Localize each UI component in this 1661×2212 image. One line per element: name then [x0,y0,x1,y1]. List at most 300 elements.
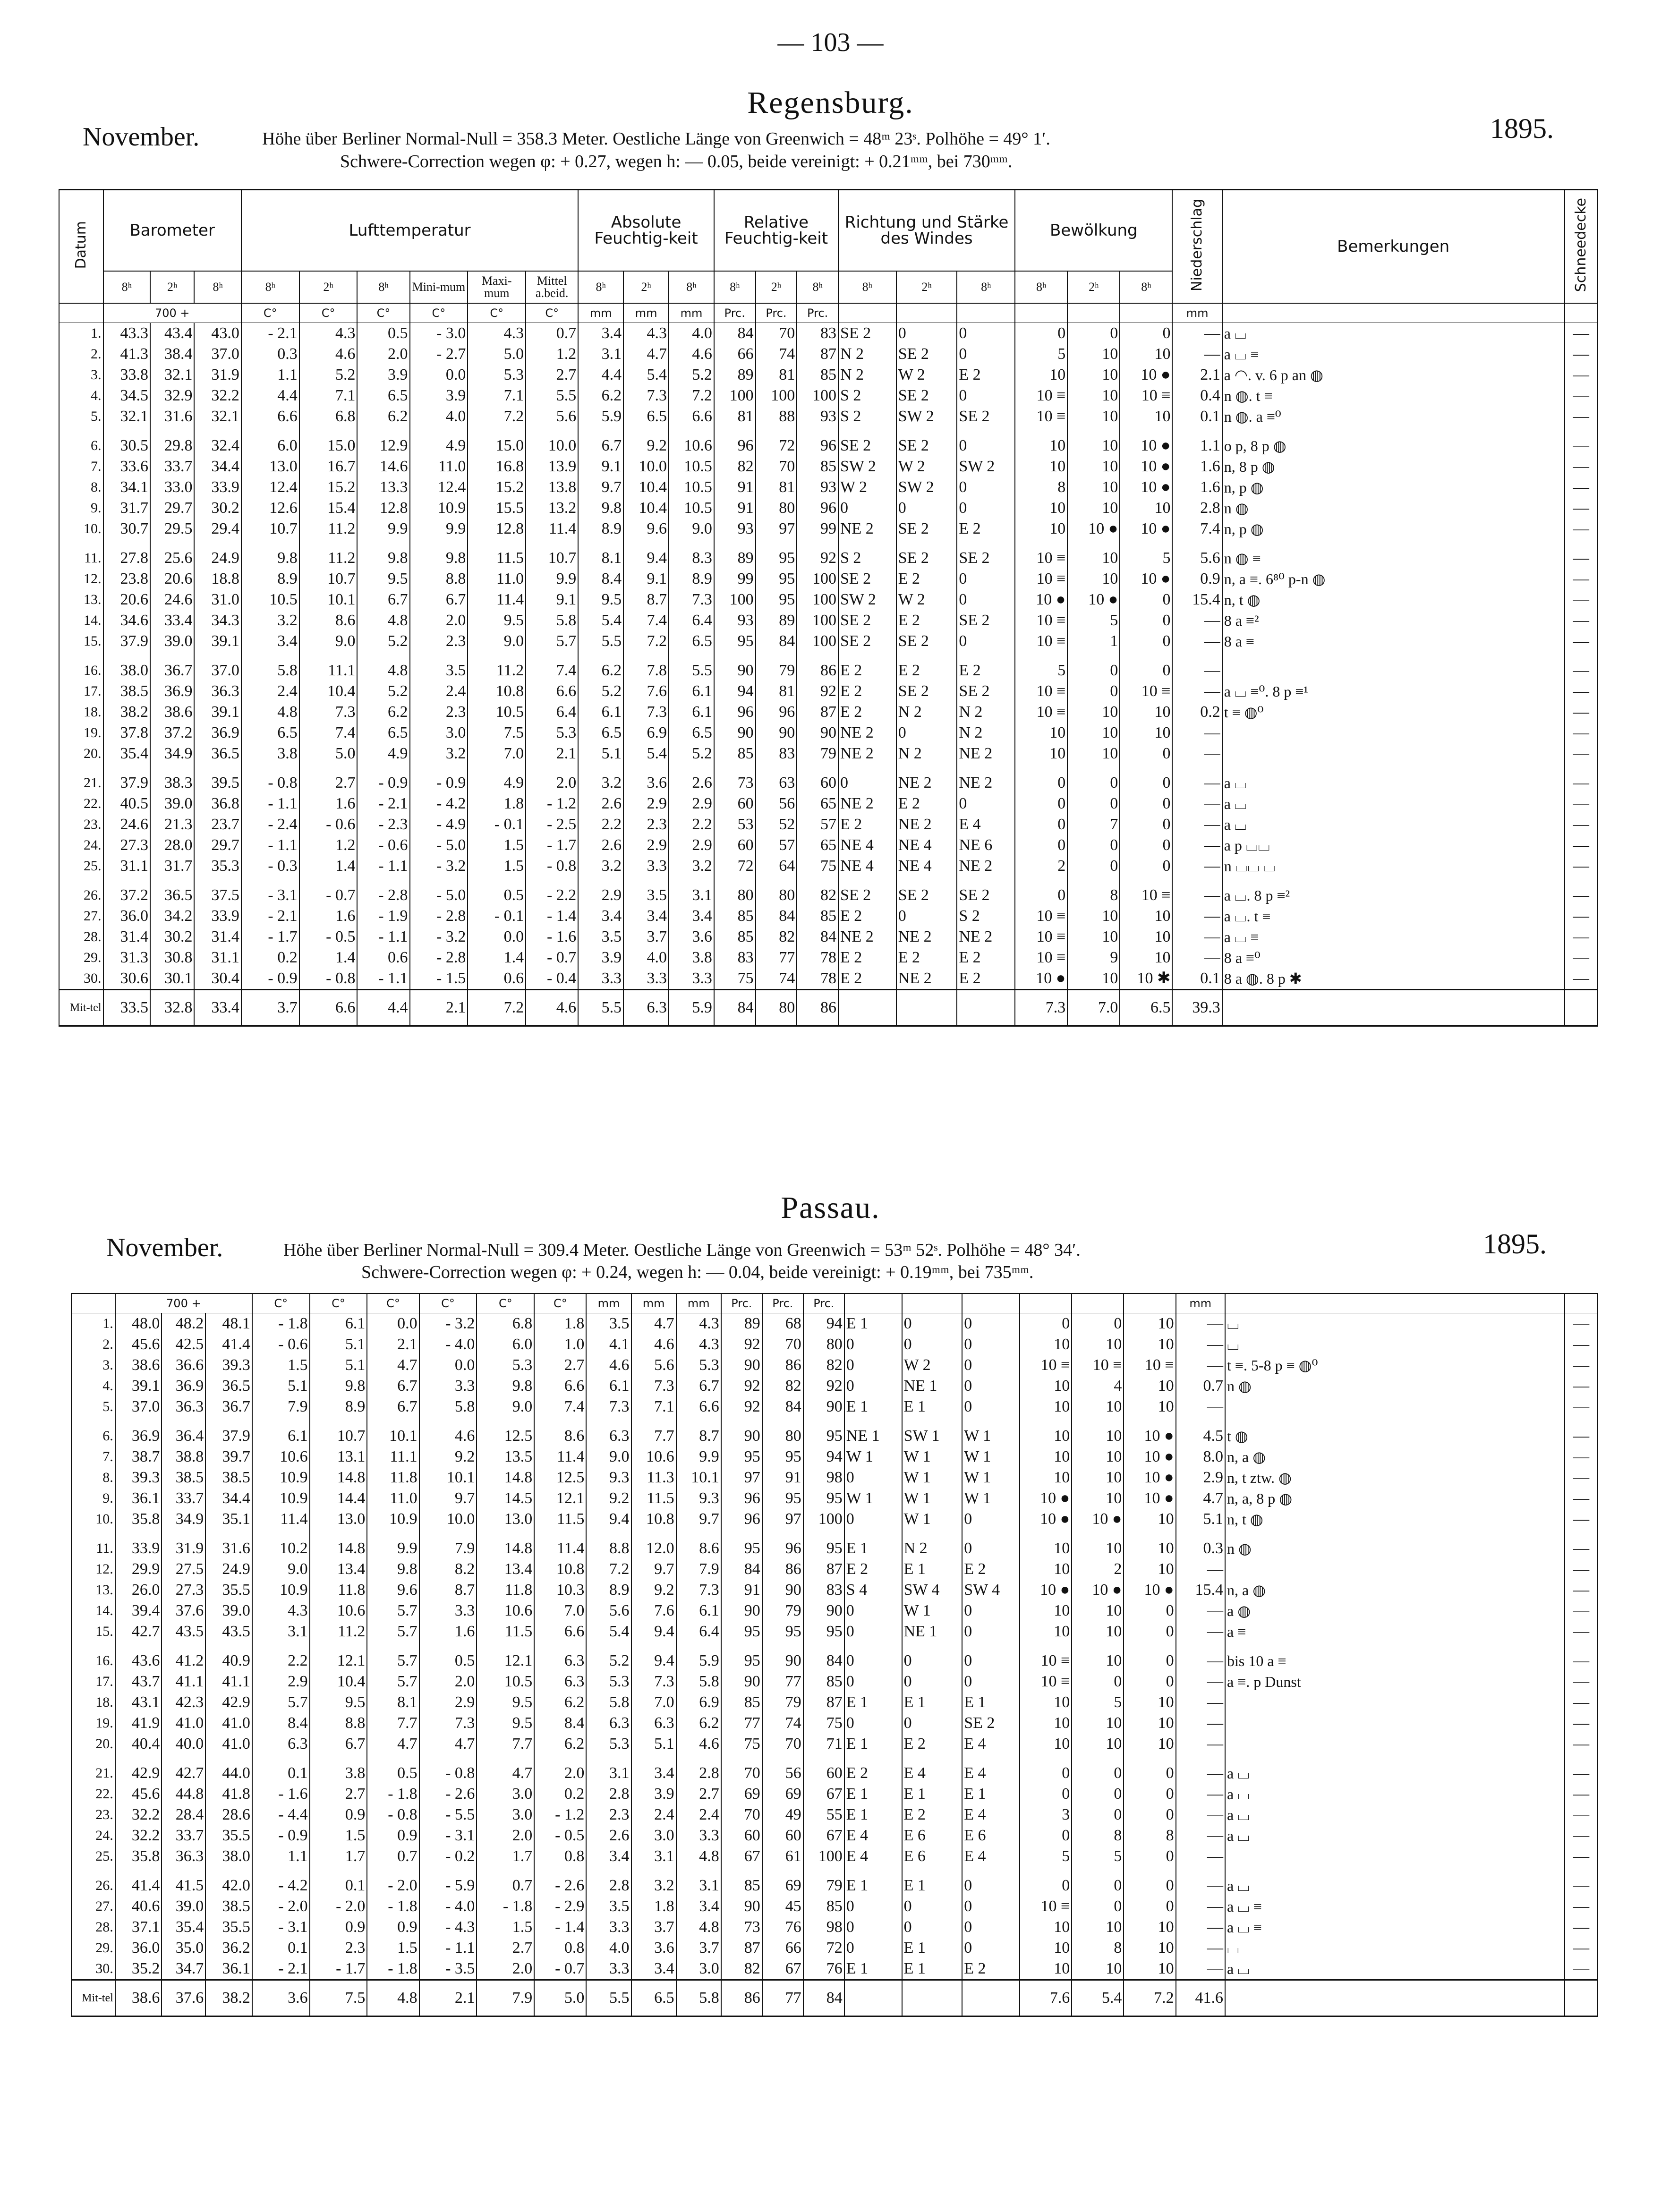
table-cell: 30.8 [150,947,195,968]
table-cell: 10 [1015,519,1067,539]
table-cell: 5.9 [676,1650,721,1671]
table-cell: - 0.9 [410,773,468,793]
table-cell: 6.6 [676,1396,721,1417]
table-cell: 6.0 [477,1334,534,1355]
table-cell: 65 [797,793,838,814]
table-cell: 36.5 [194,743,241,764]
table-cell: N 2 [896,743,957,764]
table-cell: 60 [762,1825,803,1846]
table-cell: - 0.2 [419,1846,477,1867]
table-cell: 10 [1067,365,1120,385]
table-cell: 5.3 [526,723,578,743]
table-cell: 10 [1124,1692,1175,1713]
table-cell: SW 2 [896,406,957,427]
table-cell: NE 1 [902,1621,963,1642]
table-cell: 16. [59,660,103,681]
table-cell: 3.9 [578,947,623,968]
gap-cell [468,652,526,660]
table-cell: 35.8 [115,1846,162,1867]
table-cell: 0.3 [1176,1538,1225,1559]
table-cell: 98 [803,1917,844,1938]
table-cell: 0 [844,1938,902,1958]
table-cell: 29.7 [194,835,241,856]
table-cell: SE 2 [838,323,896,344]
table-cell: 37.2 [103,885,150,906]
table-cell: 30.5 [103,435,150,456]
table-cell: 44.0 [205,1763,252,1784]
table-cell: 3.4 [676,1896,721,1917]
table-cell: 86 [762,1355,803,1376]
table-cell: 0.6 [357,947,409,968]
table-cell: 1.1 [241,365,299,385]
table-cell: 41.4 [205,1334,252,1355]
table-cell: 0 [1120,589,1172,610]
table-cell: - 1.8 [367,1896,419,1917]
table-cell: 7.1 [299,385,358,406]
table-cell: 45.6 [115,1784,162,1804]
table-cell: 0 [1067,773,1120,793]
table-cell: 6.2 [357,406,409,427]
table-cell: 10 ● [1072,1580,1124,1600]
table-cell: 0 [902,1650,963,1671]
table-cell: 14.5 [477,1488,534,1509]
table-cell: — [1565,1355,1598,1376]
table-cell: 13.4 [310,1559,367,1580]
unit-cell: mm [578,303,623,323]
table-cell: 37.6 [162,1600,205,1621]
table-cell: 8.8 [310,1713,367,1734]
table-cell: 0 [844,1600,902,1621]
table-cell: 33.4 [150,610,195,631]
table-cell: 70 [756,456,797,477]
table-cell: 2. [71,1334,115,1355]
table-cell: 8.7 [676,1426,721,1446]
table-cell: 3.1 [578,344,623,365]
table-cell: 83 [797,323,838,344]
table-cell: 6.5 [241,723,299,743]
table-cell: 33.0 [150,477,195,498]
table-cell: 6. [59,435,103,456]
table-cell: 0 [1067,793,1120,814]
gap-cell [902,1867,963,1875]
table-cell: 92 [797,548,838,569]
table-cell: 1.1 [1172,435,1222,456]
table-cell: 8.8 [586,1538,631,1559]
gap-cell [150,427,195,435]
table-cell: 5.3 [586,1734,631,1754]
table-row [71,1958,1598,1980]
table-cell: — [1176,1559,1225,1580]
table-cell: 10 [1020,1334,1072,1355]
table-cell: 26.0 [115,1580,162,1600]
table-cell: 100 [756,385,797,406]
gap-cell [623,764,669,773]
mittel-cell: 4.8 [367,1980,419,2016]
table-cell: 10 ≡ [1072,1355,1124,1376]
table-cell: 6.2 [534,1692,586,1713]
table-cell: - 1.5 [410,968,468,990]
table-cell: NE 6 [957,835,1015,856]
table-cell: — [1176,1784,1225,1804]
table-cell: 0.0 [410,365,468,385]
table-cell: — [1565,477,1598,498]
table-cell: 12.1 [477,1650,534,1671]
table-cell: NE 2 [896,968,957,990]
table-cell: SW 2 [957,456,1015,477]
table-cell: SE 2 [962,1713,1020,1734]
gap-cell [299,427,358,435]
table-cell: 9.5 [578,589,623,610]
table-cell: 40.6 [115,1896,162,1917]
table-row [71,1334,1598,1355]
table-cell: 2.4 [410,681,468,702]
gap-cell [762,1642,803,1650]
table-cell: 10 [1120,723,1172,743]
table-cell: 90 [721,1426,762,1446]
subheader-h2: 2ʰ [299,271,358,303]
table-cell: 11.5 [477,1621,534,1642]
table-cell: 92 [803,1376,844,1396]
gap-cell [578,427,623,435]
gap-cell [1072,1642,1124,1650]
table-cell: 80 [803,1334,844,1355]
subheader-h8: 8ʰ [714,271,756,303]
table-cell: 29. [71,1938,115,1958]
table-cell: 10. [71,1509,115,1530]
table-cell: 41.1 [162,1671,205,1692]
table-cell: 1.4 [299,856,358,876]
gap-cell [578,876,623,885]
table-cell: 11.2 [468,660,526,681]
gap-cell [1015,764,1067,773]
table-cell: SW 4 [902,1580,963,1600]
table-cell: E 2 [957,968,1015,990]
table-cell: 6.6 [534,1376,586,1396]
table-cell: 0.9 [310,1917,367,1938]
table-row [59,435,1598,456]
table-cell: 5.3 [586,1671,631,1692]
gap-cell [367,1530,419,1538]
table-cell: 7.6 [623,681,669,702]
gap-cell [844,1754,902,1763]
table-cell: 10 ✱ [1120,968,1172,990]
table-cell: E 2 [838,814,896,835]
table-cell: 6.1 [676,1600,721,1621]
table-cell: 95 [762,1621,803,1642]
subheader-h8: 8ʰ [1120,271,1172,303]
table-cell: 30.4 [194,968,241,990]
table-cell: 41.0 [205,1734,252,1754]
table-cell: 3. [71,1355,115,1376]
table-cell: 10 [1020,1538,1072,1559]
header-schneedecke [1565,190,1598,304]
table-cell: 6.7 [410,589,468,610]
table-cell: NE 4 [838,835,896,856]
table-cell: ⌴ [1225,1334,1565,1355]
table-cell: 10.4 [623,498,669,519]
table-cell: 10 ≡ [1015,927,1067,947]
mittel-cell: 7.3 [1015,990,1067,1026]
gap-cell [578,652,623,660]
gap-cell [59,539,103,548]
table-cell: W 1 [962,1446,1020,1467]
table-cell: 0 [962,1313,1020,1335]
gap-cell [1176,1754,1225,1763]
table-cell: 8 [1072,1825,1124,1846]
table-cell: — [1565,835,1598,856]
table-cell: 67 [721,1846,762,1867]
mittel-cell [902,1980,963,2016]
table-cell: 5.5 [669,660,714,681]
table-row [59,793,1598,814]
table-cell: — [1565,1580,1598,1600]
table-cell: 90 [756,723,797,743]
table-cell: NE 2 [838,793,896,814]
table-cell: 24. [59,835,103,856]
table-cell: - 2.7 [410,344,468,365]
table-cell: 5 [1072,1846,1124,1867]
table-cell: - 1.1 [357,856,409,876]
table-cell: 4.4 [241,385,299,406]
table-cell: - 1.1 [357,968,409,990]
table-cell: 0.4 [1172,385,1222,406]
table-cell: - 4.4 [252,1804,310,1825]
table-cell: 10 ≡ [1020,1355,1072,1376]
table-cell: 0 [1067,660,1120,681]
table-cell: 10 ● [1120,519,1172,539]
table-cell: E 2 [838,947,896,968]
table-row [59,660,1598,681]
table-cell: 97 [721,1467,762,1488]
table-cell: 0 [902,1671,963,1692]
table-cell: 27.5 [162,1559,205,1580]
gap-cell [115,1642,162,1650]
table-cell: 92 [721,1376,762,1396]
table-cell: - 1.8 [477,1896,534,1917]
table-cell: a ⌴ [1225,1784,1565,1804]
table-cell: W 1 [844,1488,902,1509]
gap-cell [534,1417,586,1426]
table-cell: 85 [714,906,756,927]
gap-cell [103,764,150,773]
table-cell: 15.2 [468,477,526,498]
table-cell: 8.9 [586,1580,631,1600]
table-cell: 73 [721,1917,762,1938]
gap-cell [721,1417,762,1426]
gap-cell [1565,1530,1598,1538]
table-cell: 57 [797,814,838,835]
table-cell: NE 2 [957,743,1015,764]
table-cell: — [1172,835,1222,856]
table-cell: - 2.1 [357,793,409,814]
table-cell: 4.7 [1176,1488,1225,1509]
table-cell: — [1565,498,1598,519]
table-row [71,1580,1598,1600]
table-cell: W 2 [896,589,957,610]
table-cell: 3.1 [631,1846,676,1867]
mittel-cell: 80 [756,990,797,1026]
gap-cell [1172,876,1222,885]
table-cell: 56 [756,793,797,814]
table-cell: - 0.6 [357,835,409,856]
table-cell: 81 [714,406,756,427]
table-cell: 36.5 [205,1376,252,1396]
table-cell: 92 [721,1396,762,1417]
subheader-h8: 8ʰ [1015,271,1067,303]
table-cell: 34.6 [103,610,150,631]
gap-cell [115,1867,162,1875]
table-cell: 7.4 [1172,519,1222,539]
table-cell: 27. [71,1896,115,1917]
table-cell: 0 [838,773,896,793]
table-cell: 90 [797,723,838,743]
table-cell: 8.4 [252,1713,310,1734]
table-cell: N 2 [957,723,1015,743]
gap-cell [162,1867,205,1875]
header-absolute-feuchtigkeit: Absolute Feuchtig-keit [578,190,714,272]
table-cell: SW 2 [838,589,896,610]
table-row [71,1763,1598,1784]
group-gap [71,1867,1598,1875]
table-cell: 61 [762,1846,803,1867]
table-cell: 0 [902,1917,963,1938]
table-cell: - 0.8 [299,968,358,990]
gap-cell [1225,1642,1565,1650]
table-cell: — [1565,1713,1598,1734]
gap-cell [797,539,838,548]
table-cell: — [1565,385,1598,406]
table-cell: 5.1 [310,1355,367,1376]
table-cell: — [1172,723,1222,743]
table-cell: 8 [1072,1938,1124,1958]
unit-cell: mm [631,1293,676,1313]
table-cell: 3.0 [410,723,468,743]
table-cell: 90 [721,1600,762,1621]
table-cell: 4.7 [367,1355,419,1376]
gap-cell [623,652,669,660]
table-cell: — [1176,1692,1225,1713]
table-cell: 28. [59,927,103,947]
subheader-h2: 2ʰ [896,271,957,303]
gap-cell [1072,1754,1124,1763]
table-cell: 0.1 [1172,406,1222,427]
gap-cell [310,1530,367,1538]
table-cell: n ◍ [1222,498,1565,519]
subheader-h8: 8ʰ [797,271,838,303]
table-cell: E 2 [957,365,1015,385]
table-cell: 97 [762,1509,803,1530]
table-cell: 3.9 [410,385,468,406]
table-cell [1225,1692,1565,1713]
gap-cell [468,764,526,773]
table-cell: 41.3 [103,344,150,365]
table-cell: 95 [721,1538,762,1559]
table-cell: 35.5 [205,1917,252,1938]
table-cell: 0 [962,1650,1020,1671]
table-cell: 1.7 [477,1846,534,1867]
table-cell: 39.5 [194,773,241,793]
table-cell: 7.7 [631,1426,676,1446]
table-cell: a ⌴. 8 p ≡² [1222,885,1565,906]
table-cell: 0 [1072,1784,1124,1804]
table-cell: 10.7 [310,1426,367,1446]
table-cell: 5 [1020,1846,1072,1867]
gap-cell [797,764,838,773]
table-cell: - 4.9 [410,814,468,835]
table-cell: 5.7 [252,1692,310,1713]
table-cell: 0 [962,1355,1020,1376]
table-cell: E 2 [957,947,1015,968]
table-cell: 0 [962,1671,1020,1692]
table-cell: 5.2 [669,365,714,385]
table-cell: - 1.4 [534,1917,586,1938]
table-cell: 0.2 [534,1784,586,1804]
table-cell: 30. [71,1958,115,1980]
table-cell: 31.0 [194,589,241,610]
unit-cell: mm [1172,303,1222,323]
table-cell: 16.7 [299,456,358,477]
table-cell: a ⌴ [1225,1875,1565,1896]
table-cell: 84 [721,1559,762,1580]
table-cell: 10 ● [1072,1509,1124,1530]
gap-cell [241,876,299,885]
table-cell: SE 2 [957,681,1015,702]
table-cell: 2.8 [586,1784,631,1804]
table-cell: 2.9 [419,1692,477,1713]
table-cell: 38.6 [150,702,195,723]
table-cell: — [1176,1938,1225,1958]
table-cell: - 1.9 [357,906,409,927]
table-cell: 6.4 [526,702,578,723]
table-cell: SE 2 [838,631,896,652]
table-cell: 2.2 [669,814,714,835]
table-cell: E 6 [962,1825,1020,1846]
table-cell: 95 [756,589,797,610]
table-cell: NE 2 [838,927,896,947]
table-cell: 9.0 [468,631,526,652]
table-cell: 10 [1067,723,1120,743]
subheader-maximum: Maxi-mum [468,271,526,303]
table-cell: 80 [762,1426,803,1446]
table-cell: 6.5 [669,723,714,743]
table-cell: 4.3 [676,1334,721,1355]
table-row [59,456,1598,477]
header-bemerkungen: Bemerkungen [1222,190,1565,304]
subheader-h8: 8ʰ [194,271,241,303]
table-cell: - 2.6 [419,1784,477,1804]
gap-cell [669,876,714,885]
table-cell: 2.0 [419,1671,477,1692]
table-cell: 2.4 [241,681,299,702]
table-cell: 39.1 [115,1376,162,1396]
gap-cell [962,1754,1020,1763]
table-cell: 85 [721,1692,762,1713]
mittel-cell: 6.6 [299,990,358,1026]
table-cell: 10 [1020,1396,1072,1417]
table-cell: 8.1 [367,1692,419,1713]
table-cell: — [1565,885,1598,906]
table-cell: — [1172,814,1222,835]
gap-cell [1176,1867,1225,1875]
table-cell: 0 [896,498,957,519]
gap-cell [631,1417,676,1426]
table-cell: 19. [59,723,103,743]
table-cell [1225,1396,1565,1417]
table-cell: 0 [1020,1784,1072,1804]
gap-cell [194,876,241,885]
table-cell: 10 [1020,1692,1072,1713]
table-cell: 5.8 [419,1396,477,1417]
